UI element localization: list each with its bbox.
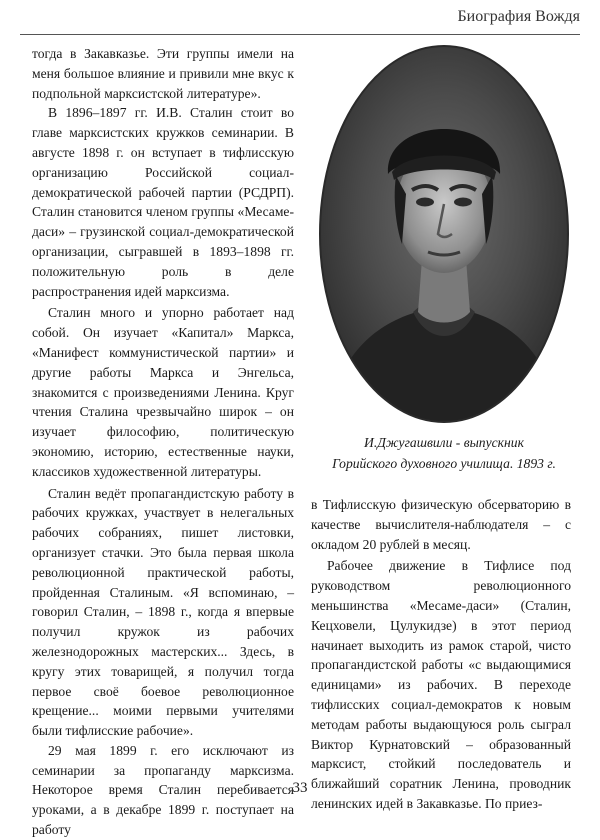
paragraph-labor-movement: Рабочее движение в Тифлисе под руководством революционного меньшинства «Месаме-даси» (Сталин, Кецховели, Цулукидзе) в этот период начинает выходить из рамок старой, чисто пропагандистской работы «с выдающимися единицами» из рабочих. В переходе тифлисских социал-демократов к новым методам работы выдающуюся роль сыграл Виктор Курнатовский – образованный марксист, стойкий последователь и ближайший соратник Ленина, проводник ленинских идей в Закавказье. По приез- [311, 558, 571, 811]
paragraph-propaganda: Сталин ведёт пропагандистскую работу в рабочих кружках, участвует в нелегальных рабочих собраниях, пишет листовки, организует стачки. Это была первая школа революционной практической работы, пройденная Сталиным. «Я вспоминаю, – говорил Сталин, – 1898 г., когда я впервые получил кружок из рабочих железнодорожных мастерских... Здесь, в кругу этих товарищей, я получил тогда первое своё боевое революционное крещение... моими первыми учителями были тифлисские рабочие». [32, 485, 294, 739]
page-number: 33 [292, 780, 308, 796]
caption-line-1: И.Джугашвили - выпускник [364, 435, 524, 450]
portrait-image [318, 44, 570, 424]
paragraph-self-study: Сталин много и упорно работает над собой. Он изучает «Капитал» Маркса, «Манифест коммунистической партии» и другие работы Маркса и Энгельса, знакомится с произведениями Ленина. Круг чтения Сталина чрезвычайно широк – он изучает философию, политическую экономию, историю, естественные науки, классиков художественной литературы. [32, 305, 294, 479]
paragraph-1896: В 1896–1897 гг. И.В. Сталин стоит во главе марксистских кружков семинарии. В августе 1898 г. он вступает в тифлисскую организацию Российской социал-демократической рабочей партии (РСДРП). Сталин становится членом группы «Месаме-даси» – грузинской социал-демократической организации, сыгравшей в 1893–1898 гг. положительную роль в деле распространения идей марксизма. [32, 105, 294, 299]
figure-caption [308, 432, 580, 474]
running-title: Биография Вождя [457, 8, 580, 25]
caption-line-2: Горийского духовного училища. 1893 г. [332, 456, 556, 471]
portrait-figure [318, 44, 570, 424]
left-column [32, 44, 294, 840]
paragraph-expulsion: 29 мая 1899 г. его исключают из семинарии за пропаганду марксизма. Некоторое время Сталин перебивается уроками, а в декабре 1899 г. поступает на работу [32, 742, 294, 838]
paragraph-continued: тогда в Закавказье. Эти группы имели на меня большое влияние и привили мне вкус к подпольной марксистской литературе». [32, 46, 294, 101]
paragraph-observatory: в Тифлисскую физическую обсерваторию в качестве вычислителя-наблюдателя – с окладом 20 рублей в месяц. [311, 497, 571, 552]
right-column [311, 495, 571, 814]
header-rule [20, 34, 580, 35]
